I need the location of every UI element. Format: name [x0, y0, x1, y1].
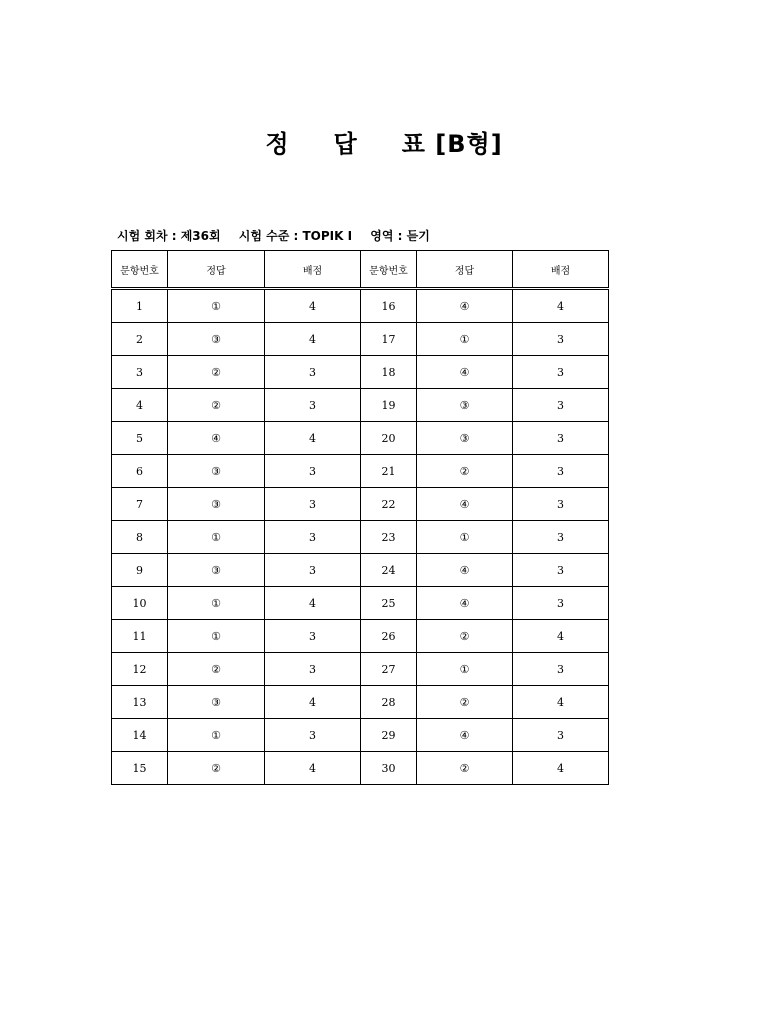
answer-cell: ② — [168, 752, 265, 785]
answer-cell: ① — [417, 323, 513, 356]
question-number-cell: 17 — [361, 323, 417, 356]
header-points: 배점 — [265, 251, 361, 289]
question-number-cell: 3 — [112, 356, 168, 389]
exam-info — [117, 227, 444, 244]
answer-cell: ① — [168, 719, 265, 752]
points-cell: 3 — [265, 521, 361, 554]
question-number-cell: 26 — [361, 620, 417, 653]
answer-cell: ② — [168, 653, 265, 686]
points-cell: 3 — [265, 356, 361, 389]
question-number-cell: 27 — [361, 653, 417, 686]
title-char-1: 정 — [265, 130, 290, 158]
header-question-number: 문항번호 — [361, 251, 417, 289]
title-char-2: 답 — [333, 130, 358, 158]
table-row — [112, 455, 609, 488]
points-cell: 4 — [265, 587, 361, 620]
points-cell: 4 — [513, 686, 609, 719]
answer-cell: ④ — [417, 488, 513, 521]
answer-cell: ① — [168, 289, 265, 323]
question-number-cell: 23 — [361, 521, 417, 554]
answer-cell: ① — [168, 521, 265, 554]
question-number-cell: 11 — [112, 620, 168, 653]
question-number-cell: 16 — [361, 289, 417, 323]
question-number-cell: 25 — [361, 587, 417, 620]
question-number-cell: 9 — [112, 554, 168, 587]
answer-cell: ④ — [417, 719, 513, 752]
answer-cell: ④ — [417, 587, 513, 620]
question-number-cell: 30 — [361, 752, 417, 785]
question-number-cell: 5 — [112, 422, 168, 455]
points-cell: 3 — [513, 554, 609, 587]
points-cell: 3 — [513, 389, 609, 422]
question-number-cell: 4 — [112, 389, 168, 422]
question-number-cell: 6 — [112, 455, 168, 488]
answer-cell: ② — [168, 389, 265, 422]
table-row — [112, 587, 609, 620]
points-cell: 3 — [265, 653, 361, 686]
header-answer: 정답 — [417, 251, 513, 289]
points-cell: 4 — [513, 752, 609, 785]
answer-cell: ② — [417, 752, 513, 785]
table-row — [112, 356, 609, 389]
answer-cell: ① — [168, 620, 265, 653]
answer-cell: ① — [417, 653, 513, 686]
table-row — [112, 752, 609, 785]
points-cell: 3 — [513, 653, 609, 686]
title-char-3: 표 [B형] — [401, 130, 503, 158]
answer-cell: ④ — [417, 356, 513, 389]
points-cell: 3 — [265, 719, 361, 752]
question-number-cell: 20 — [361, 422, 417, 455]
question-number-cell: 22 — [361, 488, 417, 521]
answer-cell: ③ — [168, 455, 265, 488]
exam-level: 시험 수준 : TOPIK I — [238, 229, 353, 243]
points-cell: 3 — [265, 554, 361, 587]
table-row — [112, 620, 609, 653]
exam-round: 시험 회차 : 제36회 — [117, 229, 221, 243]
points-cell: 4 — [513, 289, 609, 323]
question-number-cell: 24 — [361, 554, 417, 587]
table-row — [112, 521, 609, 554]
points-cell: 3 — [265, 620, 361, 653]
header-answer: 정답 — [168, 251, 265, 289]
answer-cell: ③ — [168, 686, 265, 719]
question-number-cell: 19 — [361, 389, 417, 422]
question-number-cell: 2 — [112, 323, 168, 356]
points-cell: 3 — [513, 488, 609, 521]
points-cell: 4 — [265, 289, 361, 323]
table-row — [112, 686, 609, 719]
points-cell: 3 — [513, 587, 609, 620]
answer-cell: ① — [417, 521, 513, 554]
answer-cell: ② — [417, 455, 513, 488]
answer-cell: ③ — [168, 323, 265, 356]
table-header-row — [112, 251, 609, 289]
table-row — [112, 389, 609, 422]
points-cell: 3 — [265, 389, 361, 422]
question-number-cell: 10 — [112, 587, 168, 620]
question-number-cell: 15 — [112, 752, 168, 785]
question-number-cell: 29 — [361, 719, 417, 752]
answer-cell: ③ — [168, 488, 265, 521]
answer-cell: ② — [417, 620, 513, 653]
answer-cell: ④ — [417, 289, 513, 323]
points-cell: 3 — [513, 455, 609, 488]
question-number-cell: 14 — [112, 719, 168, 752]
points-cell: 3 — [265, 455, 361, 488]
answer-cell: ① — [168, 587, 265, 620]
header-question-number: 문항번호 — [112, 251, 168, 289]
question-number-cell: 7 — [112, 488, 168, 521]
answer-cell: ③ — [417, 422, 513, 455]
points-cell: 4 — [265, 323, 361, 356]
exam-section: 영역 : 듣기 — [370, 229, 430, 243]
page-title — [0, 124, 768, 159]
answer-cell: ③ — [417, 389, 513, 422]
question-number-cell: 13 — [112, 686, 168, 719]
points-cell: 3 — [513, 719, 609, 752]
question-number-cell: 12 — [112, 653, 168, 686]
header-points: 배점 — [513, 251, 609, 289]
points-cell: 3 — [513, 521, 609, 554]
points-cell: 3 — [513, 323, 609, 356]
question-number-cell: 28 — [361, 686, 417, 719]
answer-cell: ③ — [168, 554, 265, 587]
points-cell: 4 — [513, 620, 609, 653]
table-row — [112, 289, 609, 323]
answer-cell: ② — [168, 356, 265, 389]
answer-cell: ④ — [168, 422, 265, 455]
question-number-cell: 1 — [112, 289, 168, 323]
points-cell: 3 — [513, 422, 609, 455]
answer-table — [111, 250, 609, 785]
table-row — [112, 554, 609, 587]
points-cell: 3 — [265, 488, 361, 521]
table-body — [112, 289, 609, 785]
points-cell: 4 — [265, 422, 361, 455]
points-cell: 4 — [265, 752, 361, 785]
answer-cell: ② — [417, 686, 513, 719]
table-row — [112, 488, 609, 521]
question-number-cell: 8 — [112, 521, 168, 554]
table-row — [112, 323, 609, 356]
table-row — [112, 653, 609, 686]
table-row — [112, 719, 609, 752]
points-cell: 3 — [513, 356, 609, 389]
table-row — [112, 422, 609, 455]
question-number-cell: 18 — [361, 356, 417, 389]
answer-cell: ④ — [417, 554, 513, 587]
question-number-cell: 21 — [361, 455, 417, 488]
points-cell: 4 — [265, 686, 361, 719]
